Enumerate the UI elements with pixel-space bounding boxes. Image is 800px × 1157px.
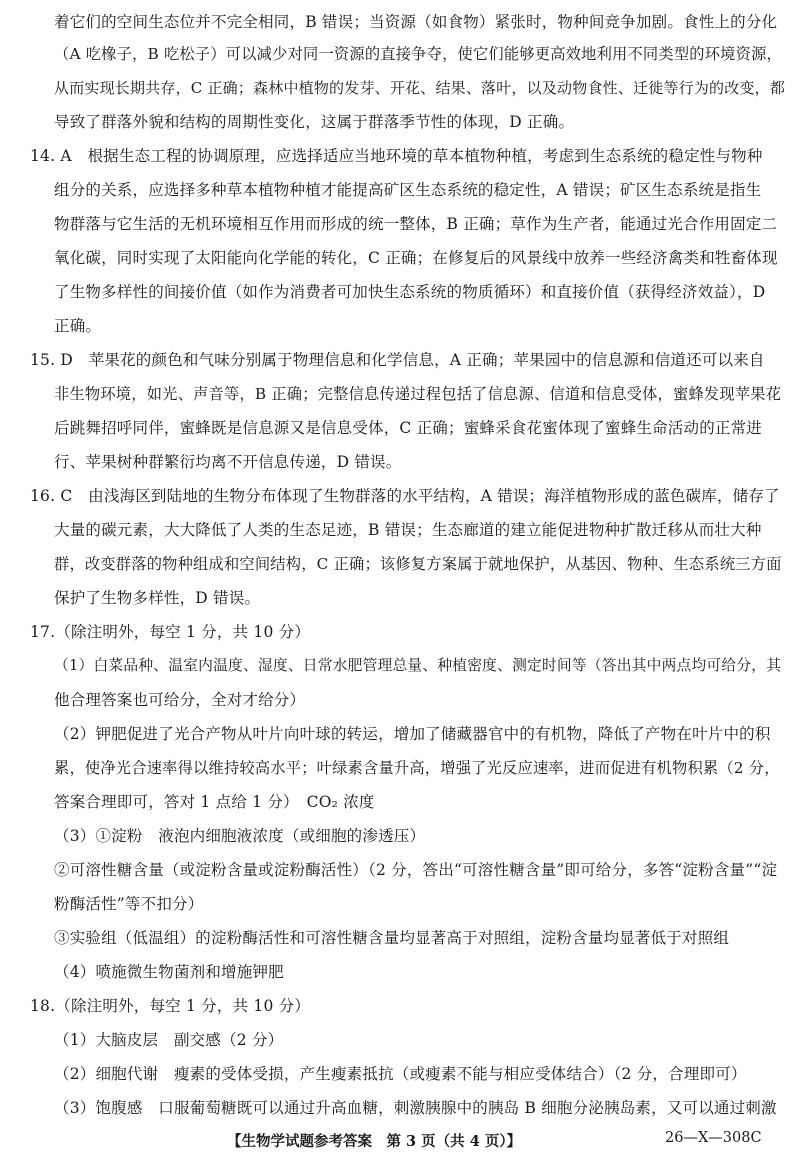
text-line: 他合理答案也可给分，全对才给分） bbox=[54, 691, 306, 709]
text-line: 氧化碳，同时实现了太阳能向化学能的转化，C 正确；在修复后的风景线中放养一些经济禽类和牲畜体现 bbox=[54, 249, 778, 267]
text-line: ③实验组（低温组）的淀粉酶活性和可溶性糖含量均显著高于对照组，淀粉含量均显著低于对照组 bbox=[54, 929, 730, 947]
text-line: 着它们的空间生态位并不完全相同，B 错误；当资源（如食物）紧张时，物种间竞争加剧。食性上的分化 bbox=[54, 13, 778, 31]
text-line: 组分的关系，应选择多种草本植物种植才能提高矿区生态系统的稳定性，A 错误；矿区生态系统是指生 bbox=[54, 181, 762, 199]
text-line: 保护了生物多样性，D 错误。 bbox=[54, 589, 261, 607]
text-line: （1）白菜品种、温室内温度、湿度、日常水肥管理总量、种植密度、测定时间等（答出其中两点均可给分，其 bbox=[54, 657, 782, 674]
text-line: （3）饱腹感 口服葡萄糖既可以通过升高血糖，刺激胰腺中的胰岛 B 细胞分泌胰岛素，又可以通过刺激 bbox=[54, 1099, 777, 1117]
text-line: 物群落与它生活的无机环境相互作用而形成的统一整体，B 正确；草作为生产者，能通过光合作用固定二 bbox=[54, 215, 778, 233]
text-line: ②可溶性糖含量（或淀粉含量或淀粉酶活性）（2 分，答出“可溶性糖含量”即可给分，多答“淀粉含量”“淀 bbox=[54, 861, 778, 879]
footer-title: 【生物学试题参考答案 第 3 页（共 4 页）】 bbox=[227, 1133, 522, 1150]
answer-17-header: 17.（除注明外，每空 1 分，共 10 分） bbox=[30, 623, 311, 641]
text-line: 大量的碳元素，大大降低了人类的生态足迹，B 错误；生态廊道的建立能促进物种扩散迁移从而壮大种 bbox=[54, 521, 762, 539]
text-line: 粉酶活性”等不扣分） bbox=[54, 895, 204, 913]
answer-15: 15. D 苹果花的颜色和气味分别属于物理信息和化学信息，A 正确；苹果园中的信息源和信道还可以来自 bbox=[30, 351, 765, 369]
text-line: 累，使净光合速率得以维持较高水平；叶绿素含量升高，增强了光反应速率，进而促进有机物积累（2 分， bbox=[54, 759, 780, 777]
text-line: （4）喷施微生物菌剂和增施钾肥 bbox=[54, 963, 284, 981]
text-line: （2）细胞代谢 瘦素的受体受损，产生瘦素抵抗（或瘦素不能与相应受体结合）（2 分，合理即可） bbox=[54, 1065, 747, 1083]
text-line: 答案合理即可，答对 1 点给 1 分） CO₂ 浓度 bbox=[54, 793, 375, 811]
text-line: 了生物多样性的间接价值（如作为消费者可加快生态系统的物质循环）和直接价值（获得经济效益），D bbox=[54, 283, 766, 301]
text-line: （A 吃橡子，B 吃松子）可以减少对同一资源的直接争夺，使它们能够更高效地利用不同类型的环境资源， bbox=[54, 45, 782, 63]
text-line: （3）①淀粉 液泡内细胞液浓度（或细胞的渗透压） bbox=[54, 827, 426, 845]
text-line: 正确。 bbox=[54, 317, 102, 335]
text-line: 非生物环境，如光、声音等，B 正确；完整信息传递过程包括了信息源、信道和信息受体，蜜蜂发现苹果花 bbox=[54, 385, 782, 403]
answer-14: 14. A 根据生态工程的协调原理，应选择适应当地环境的草本植物种植，考虑到生态系统的稳定性与物种 bbox=[30, 147, 763, 165]
text-line: 行、苹果树种群繁衍均离不开信息传递，D 错误。 bbox=[54, 453, 402, 471]
text-line: 后跳舞招呼同伴，蜜蜂既是信息源又是信息受体，C 正确；蜜蜂采食花蜜体现了蜜蜂生命活动的正常进 bbox=[54, 419, 762, 437]
page-footer bbox=[0, 1130, 800, 1152]
answer-18-header: 18.（除注明外，每空 1 分，共 10 分） bbox=[30, 997, 311, 1015]
text-line: 群，改变群落的物种组成和空间结构，C 正确；该修复方案属于就地保护，从基因、物种、生态系统三方面 bbox=[54, 555, 782, 573]
text-line: （2）钾肥促进了光合产物从叶片向叶球的转运，增加了储藏器官中的有机物，降低了产物在叶片中的积 bbox=[54, 725, 771, 743]
answer-16: 16. C 由浅海区到陆地的生物分布体现了生物群落的水平结构，A 错误；海洋植物形成的蓝色碳库，储存了 bbox=[30, 487, 780, 505]
footer-code: 26—X—308C bbox=[665, 1130, 762, 1146]
text-line: （1）大脑皮层 副交感（2 分） bbox=[54, 1031, 284, 1049]
text-line: 从而实现长期共存，C 正确；森林中植物的发芽、开花、结果、落叶，以及动物食性、迁徙等行为的改变，都 bbox=[54, 79, 786, 97]
text-line: 导致了群落外貌和结构的周期性变化，这属于群落季节性的体现，D 正确。 bbox=[54, 113, 575, 131]
